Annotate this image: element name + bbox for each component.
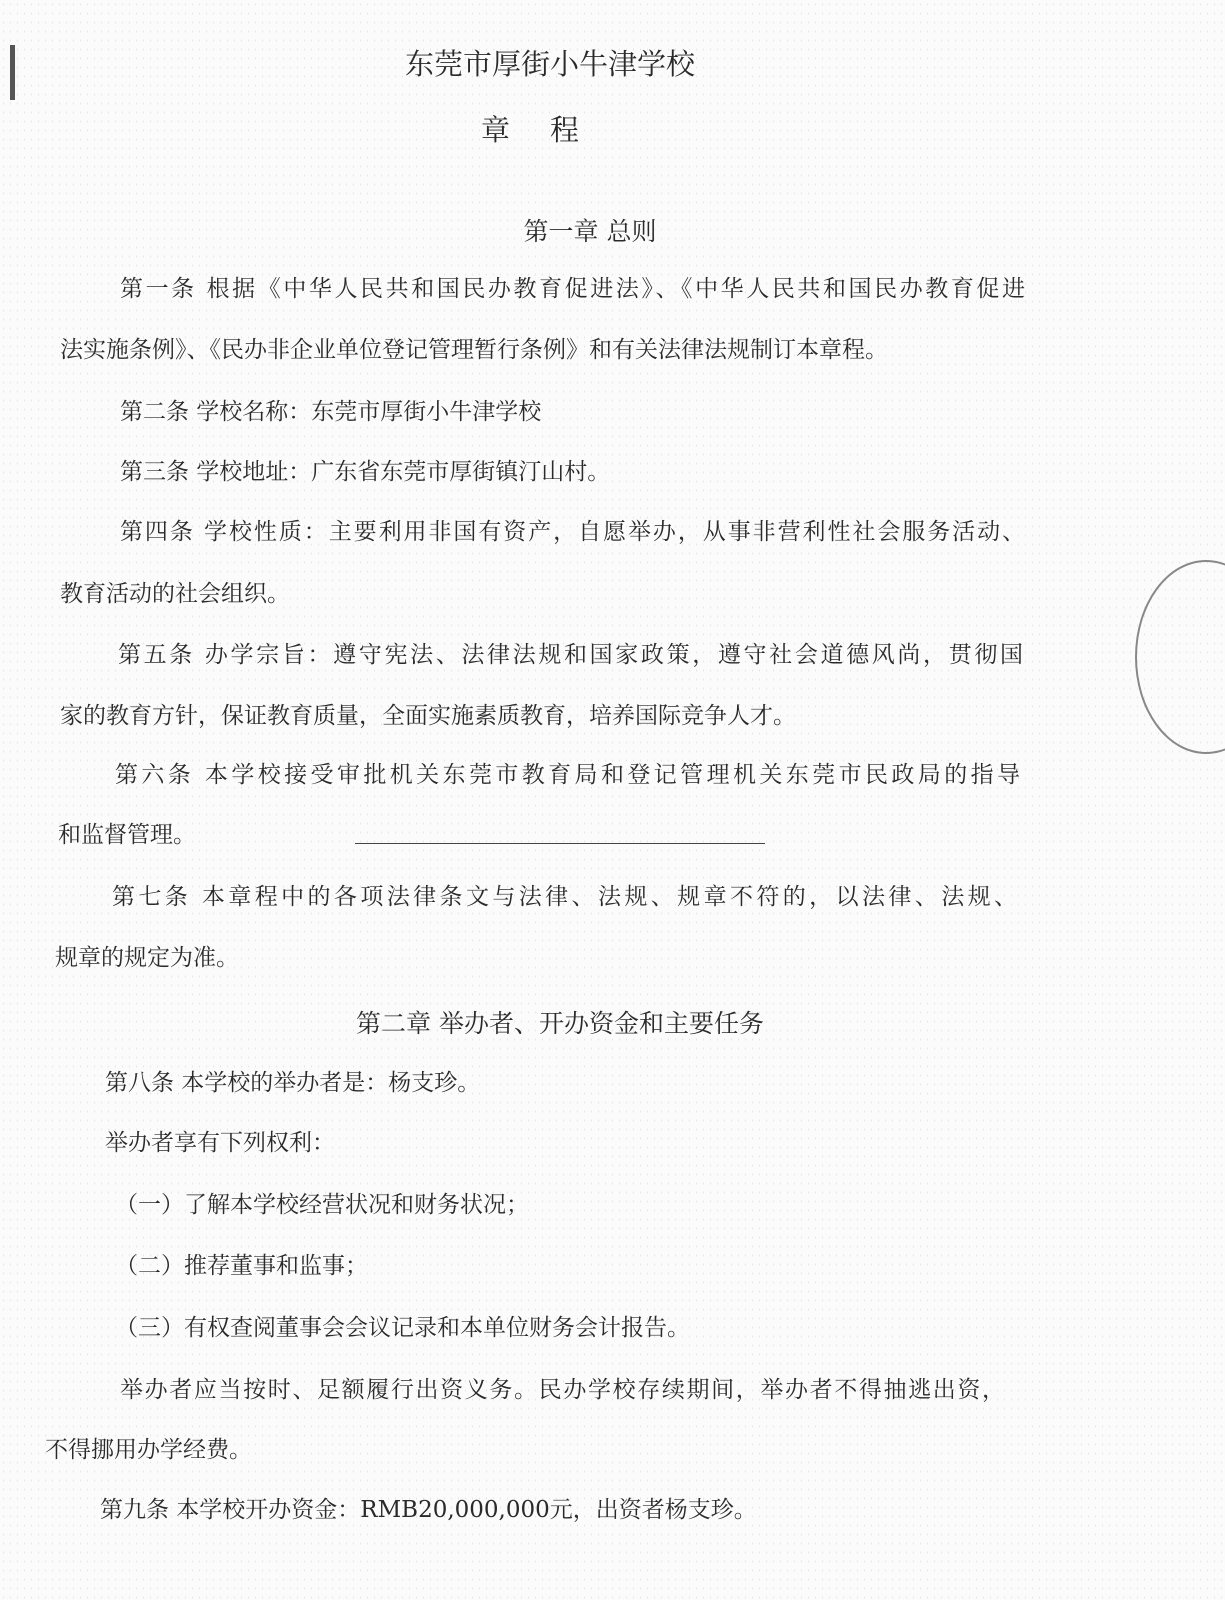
article-line: 第八条 本学校的举办者是：杨支珍。 bbox=[105, 1070, 481, 1096]
document-subtitle: 章程 bbox=[480, 113, 619, 147]
article-line: 法实施条例》、《民办非企业单位登记管理暂行条例》和有关法律法规制订本章程。 bbox=[60, 337, 888, 363]
article-line: 第九条 本学校开办资金：RMB20,000,000元，出资者杨支珍。 bbox=[100, 1497, 757, 1523]
article-line: 第一条 根据《中华人民共和国民办教育促进法》、《中华人民共和国民办教育促进 bbox=[120, 276, 1025, 302]
article-line: （二）推荐董事和监事； bbox=[115, 1253, 368, 1279]
article-line: 第七条 本章程中的各项法律条文与法律、法规、规章不符的，以法律、法规、 bbox=[112, 884, 1017, 910]
article-line: 第三条 学校地址：广东省东莞市厚街镇汀山村。 bbox=[120, 459, 611, 485]
article-line: 举办者应当按时、足额履行出资义务。民办学校存续期间，举办者不得抽逃出资， bbox=[120, 1377, 1005, 1403]
article-line: 不得挪用办学经费。 bbox=[45, 1437, 252, 1463]
article-line: （三）有权查阅董事会会议记录和本单位财务会计报告。 bbox=[115, 1315, 690, 1341]
chapter1-heading: 第一章 总则 bbox=[523, 217, 657, 246]
article-line: （一）了解本学校经营状况和财务状况； bbox=[115, 1192, 529, 1218]
article-line: 第五条 办学宗旨：遵守宪法、法律法规和国家政策，遵守社会道德风尚，贯彻国 bbox=[118, 642, 1023, 668]
article-line: 第四条 学校性质：主要利用非国有资产，自愿举办，从事非营利性社会服务活动、 bbox=[120, 519, 1025, 545]
article-line: 举办者享有下列权利： bbox=[105, 1130, 335, 1156]
article-line: 教育活动的社会组织。 bbox=[60, 581, 290, 607]
article-line: 第二条 学校名称：东莞市厚街小牛津学校 bbox=[120, 399, 542, 425]
article-line: 规章的规定为准。 bbox=[55, 945, 239, 971]
document-title: 东莞市厚街小牛津学校 bbox=[404, 47, 695, 81]
article-line: 第六条 本学校接受审批机关东莞市教育局和登记管理机关东莞市民政局的指导 bbox=[115, 762, 1020, 788]
article-line: 和监督管理。 bbox=[58, 822, 196, 848]
underline-rule bbox=[355, 843, 765, 844]
article-line: 家的教育方针，保证教育质量，全面实施素质教育，培养国际竞争人才。 bbox=[60, 703, 796, 729]
chapter2-heading: 第二章 举办者、开办资金和主要任务 bbox=[356, 1009, 764, 1038]
